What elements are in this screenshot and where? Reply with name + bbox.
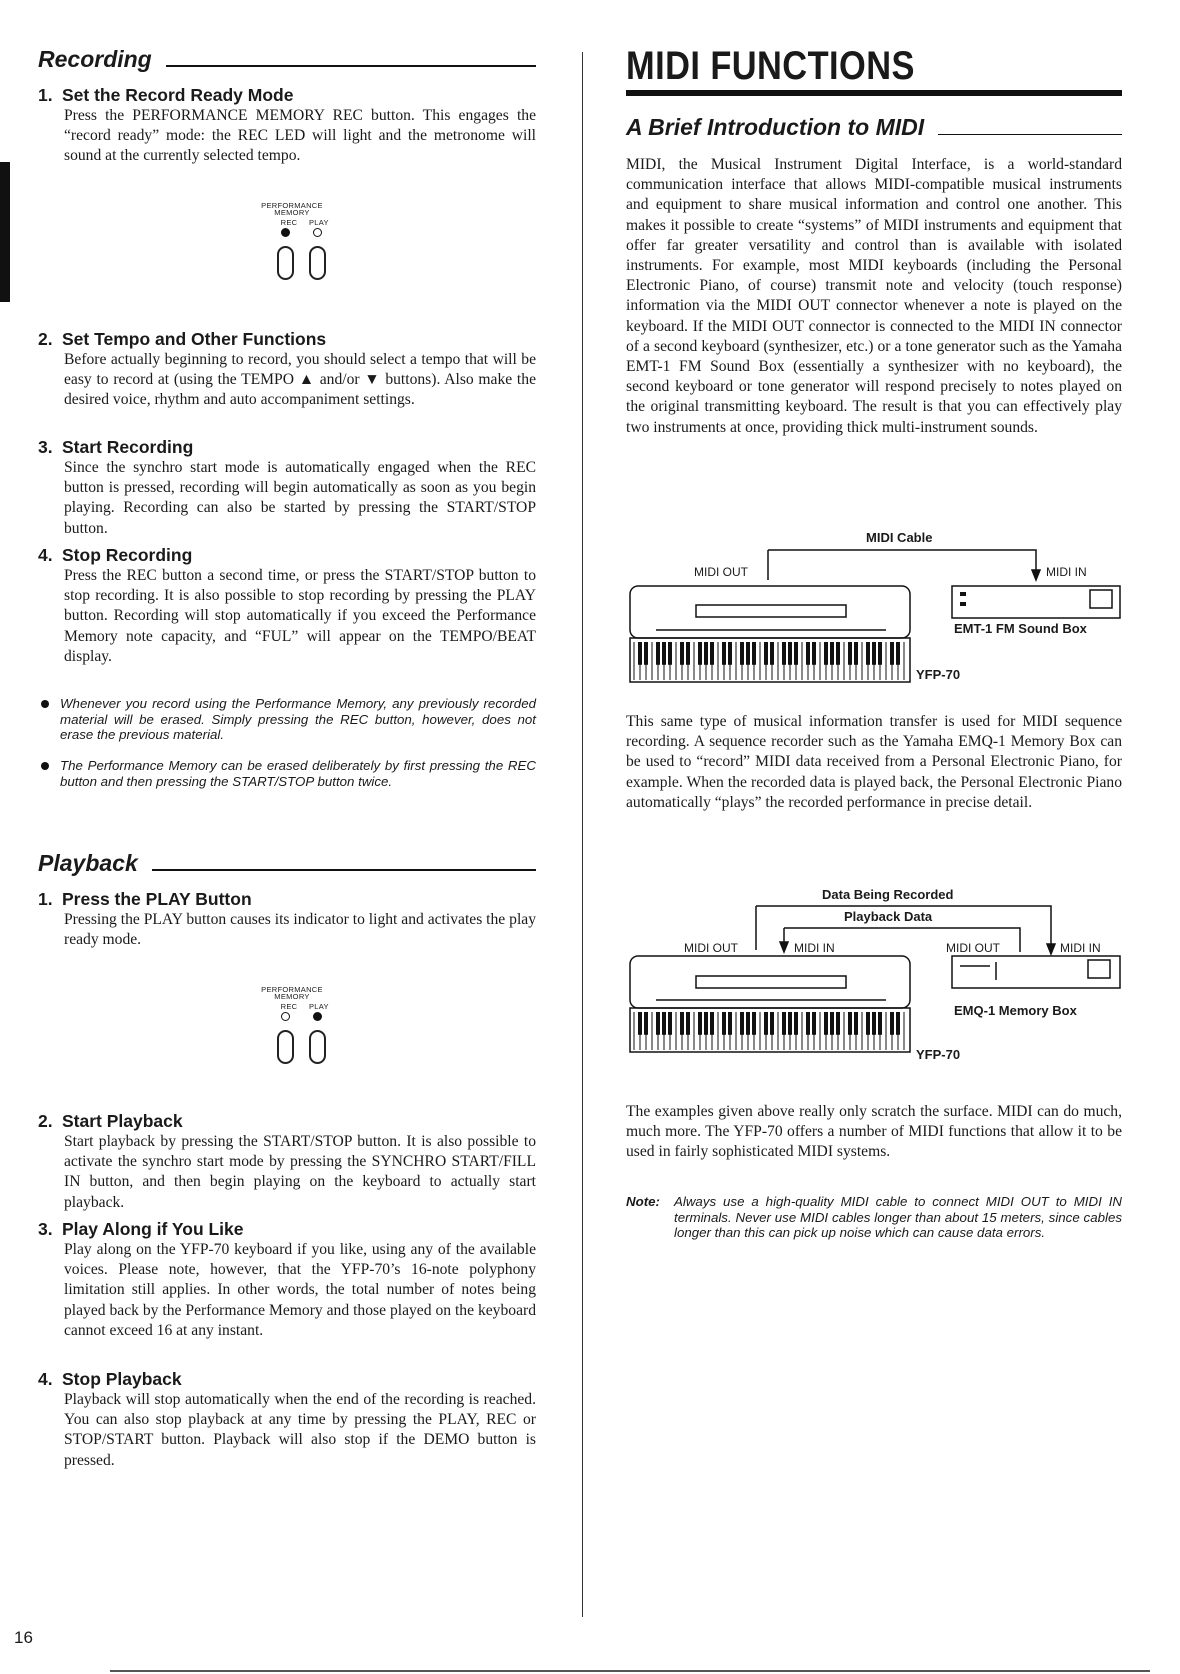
step-title: 3. Start Recording (38, 437, 194, 457)
black-key (788, 642, 792, 665)
panel-label-play: PLAY (309, 218, 329, 227)
black-key (770, 1012, 774, 1035)
note-block (626, 1194, 1122, 1241)
midi-in-label: MIDI IN (1046, 565, 1087, 579)
closing-paragraph: The examples given above really only scratch the surface. MIDI can do much, much more. The YFP-70 offers a number of MIDI functions that allow it to be used in fairly sophisticated MIDI systems. (626, 1103, 1122, 1161)
black-key (896, 1012, 900, 1035)
black-key (782, 642, 786, 665)
black-key (638, 1012, 642, 1035)
black-key (794, 642, 798, 665)
step-title: 2. Start Playback (38, 1111, 183, 1131)
playback-step-4 (38, 1368, 536, 1471)
note-label: Note: (626, 1194, 660, 1209)
black-key (806, 642, 810, 665)
black-key (812, 642, 816, 665)
midi-intro-heading-text: A Brief Introduction to MIDI (626, 114, 925, 140)
black-key (656, 1012, 660, 1035)
black-key (788, 1012, 792, 1035)
black-key (686, 1012, 690, 1035)
note-bullet: The Performance Memory can be erased deliberately by first pressing the REC button and then pressing the START/STOP button twice. (38, 758, 536, 789)
black-key (824, 642, 828, 665)
black-key (656, 642, 660, 665)
black-key (830, 642, 834, 665)
recording-step-4 (38, 544, 536, 667)
column-divider (582, 52, 583, 1617)
note-bullet: Whenever you record using the Performance Memory, any previously recorded material will be erased. Simply pressing the REC button, however, does not erase the previous material. (38, 696, 536, 743)
keyboard-keys-1 (634, 642, 904, 680)
recording-heading (38, 48, 536, 71)
playback-heading (38, 852, 536, 875)
recording-step-2 (38, 328, 536, 411)
playback-data-label: Playback Data (844, 909, 933, 924)
midi-cable-diagram (626, 530, 1122, 690)
black-key (824, 1012, 828, 1035)
panel-label-rec: REC (280, 1002, 298, 1011)
midi-in-label-2: MIDI IN (1060, 941, 1101, 955)
black-key (836, 1012, 840, 1035)
black-key (722, 1012, 726, 1035)
black-key (710, 642, 714, 665)
black-key (854, 642, 858, 665)
device-label: EMT-1 FM Sound Box (954, 621, 1087, 636)
black-key (668, 642, 672, 665)
step-title: 2. Set Tempo and Other Functions (38, 329, 327, 349)
intro-paragraph: MIDI, the Musical Instrument Digital Interface, is a world-standard communication interface that allows MIDI-compatible musical instruments and equipment to share musical information and control one another. This makes it possible to create “systems” of MIDI instruments and equipment that offer far greater versatility and control than is available with isolated instruments. For example, most MIDI keyboards (including the Personal Electronic Piano, of course) transmit note and velocity (touch response) information via the MIDI OUT connector whenever a note is played on the keyboard. If the MIDI OUT connector is connected to the MIDI IN connector of a second keyboard (synthesizer, etc.) or a tone generator such as the Yamaha EMT-1 FM Sound Box (essentially a synthesizer with no keyboard), the second keyboard or tone generator will respond precisely to notes played on the original transmitting keyboard. The result is that you can effectively play two instruments at once, providing thick multi-instrument sounds. (626, 156, 1122, 436)
playback-heading-text: Playback (38, 850, 138, 876)
black-key (728, 1012, 732, 1035)
black-key (698, 642, 702, 665)
black-key (746, 1012, 750, 1035)
midi-intro-heading (626, 116, 1122, 139)
black-key (764, 642, 768, 665)
data-recorded-label: Data Being Recorded (822, 887, 954, 902)
keyboard-label: YFP-70 (916, 1047, 961, 1062)
step-text: Pressing the PLAY button causes its indicator to light and activates the play ready mode. (64, 911, 536, 949)
black-key (770, 642, 774, 665)
heading-rule (152, 869, 536, 871)
play-led-off-icon (313, 228, 322, 237)
black-key (668, 1012, 672, 1035)
midi-cable-label: MIDI Cable (866, 530, 933, 545)
device-label: EMQ-1 Memory Box (954, 1003, 1077, 1018)
panel-label-rec: REC (280, 218, 298, 227)
black-key (836, 642, 840, 665)
step-text: Playback will stop automatically when the end of the recording is reached. You can also stop playback at any time by pressing the PLAY, REC or STOP/START button. Playback will also stop if the DEMO button is pressed. (64, 1391, 536, 1469)
playback-step-3 (38, 1218, 536, 1341)
recording-heading-text: Recording (38, 46, 152, 72)
black-key (722, 642, 726, 665)
panel-label-performance: PERFORMANCE (261, 985, 323, 994)
rec-led-off-icon (281, 1012, 290, 1021)
keyboard-label: YFP-70 (916, 667, 961, 682)
diagram-drawing (626, 530, 1122, 690)
page-edge-marker (0, 162, 10, 302)
bullet-dot-icon (41, 762, 49, 770)
black-key (746, 642, 750, 665)
rec-button-icon (277, 246, 294, 280)
step-title: 1. Set the Record Ready Mode (38, 85, 294, 105)
midi-out-label-2: MIDI OUT (946, 941, 1000, 955)
black-key (872, 1012, 876, 1035)
footer-rule (110, 1670, 1150, 1672)
keyboard-keys-2 (634, 1012, 904, 1050)
black-key (866, 642, 870, 665)
step-text: Before actually beginning to record, you should select a tempo that will be easy to record at (using the TEMPO ▲ and/or ▼ buttons). Also make the desired voice, rhythm and auto accompaniment settings. (64, 351, 536, 409)
step-text: Since the synchro start mode is automatically engaged when the REC button is pressed, recording will begin automatically as soon as you begin playing. Recording can also be started by pressing the START/STOP button. (64, 459, 536, 537)
black-key (680, 642, 684, 665)
black-key (752, 1012, 756, 1035)
black-key (878, 642, 882, 665)
panel-label-memory: MEMORY (274, 992, 310, 1001)
title-rule (626, 90, 1122, 96)
step-text: Press the REC button a second time, or press the START/STOP button to stop recording. It is also possible to stop recording by pressing the PLAY button. Recording will stop automatically if you exceed the Performance Memory note capacity, and “FUL” will appear on the TEMPO/BEAT display. (64, 567, 536, 665)
rec-led-on-icon (281, 228, 290, 237)
midi-out-label: MIDI OUT (694, 565, 748, 579)
black-key (890, 642, 894, 665)
play-led-on-icon (313, 1012, 322, 1021)
black-key (644, 1012, 648, 1035)
black-key (638, 642, 642, 665)
rec-button-icon (277, 1030, 294, 1064)
black-key (764, 1012, 768, 1035)
step-title: 4. Stop Playback (38, 1369, 182, 1389)
step-title: 4. Stop Recording (38, 545, 193, 565)
black-key (662, 642, 666, 665)
recording-step-3 (38, 436, 536, 539)
black-key (710, 1012, 714, 1035)
page-title: MIDI FUNCTIONS (626, 44, 915, 88)
sequence-recording-diagram (626, 888, 1122, 1060)
black-key (878, 1012, 882, 1035)
black-key (740, 642, 744, 665)
black-key (740, 1012, 744, 1035)
black-key (812, 1012, 816, 1035)
play-button-icon (309, 246, 326, 280)
black-key (680, 1012, 684, 1035)
panel-label-play: PLAY (309, 1002, 329, 1011)
black-key (848, 642, 852, 665)
black-key (704, 642, 708, 665)
sequence-paragraph: This same type of musical information transfer is used for MIDI sequence recording. A sequence recorder such as the Yamaha EMQ-1 Memory Box can be used to “record” MIDI data received from a Personal Electronic Piano, for example. When the recorded data is played back, the Personal Electronic Piano automatically “plays” the recorded performance in precise detail. (626, 713, 1122, 811)
midi-in-label-1: MIDI IN (794, 941, 835, 955)
step-text: Play along on the YFP-70 keyboard if you like, using any of the available voices. Please note, however, that the YFP-70’s 16-note polyphony limitation still applies. In other words, the total number of notes being played back by the Performance Memory and those played on the keyboard cannot exceed 16 at any instant. (64, 1241, 536, 1339)
black-key (698, 1012, 702, 1035)
black-key (782, 1012, 786, 1035)
step-text: Start playback by pressing the START/STOP button. It is also possible to activate the synchro start mode by pressing the SYNCHRO START/FILL IN button, and then begin playing on the keyboard to actually start playback. (64, 1133, 536, 1211)
heading-rule (166, 65, 536, 67)
playback-step-2 (38, 1110, 536, 1213)
black-key (644, 642, 648, 665)
playback-step-1 (38, 888, 536, 950)
black-key (896, 642, 900, 665)
black-key (866, 1012, 870, 1035)
black-key (848, 1012, 852, 1035)
black-key (686, 642, 690, 665)
panel-label-performance: PERFORMANCE (261, 201, 323, 210)
black-key (830, 1012, 834, 1035)
note-text: Always use a high-quality MIDI cable to connect MIDI OUT to MIDI IN terminals. Never use MIDI cables longer than about 15 meters, since cables longer than this can pick up noise which can cause data errors. (674, 1194, 1122, 1240)
page-number: 16 (14, 1628, 33, 1647)
step-title: 3. Play Along if You Like (38, 1219, 244, 1239)
performance-memory-panel-play (222, 982, 362, 1092)
step-title: 1. Press the PLAY Button (38, 889, 252, 909)
play-button-icon (309, 1030, 326, 1064)
performance-memory-panel-rec (222, 198, 362, 308)
black-key (704, 1012, 708, 1035)
heading-rule (938, 134, 1122, 135)
black-key (872, 642, 876, 665)
black-key (806, 1012, 810, 1035)
step-text: Press the PERFORMANCE MEMORY REC button. This engages the “record ready” mode: the REC LED will light and the metronome will sound at the currently selected tempo. (64, 107, 536, 165)
black-key (890, 1012, 894, 1035)
black-key (854, 1012, 858, 1035)
black-key (728, 642, 732, 665)
recording-step-1 (38, 84, 536, 167)
black-key (794, 1012, 798, 1035)
panel-label-memory: MEMORY (274, 208, 310, 217)
midi-out-label-1: MIDI OUT (684, 941, 738, 955)
black-key (752, 642, 756, 665)
bullet-dot-icon (41, 700, 49, 708)
black-key (662, 1012, 666, 1035)
